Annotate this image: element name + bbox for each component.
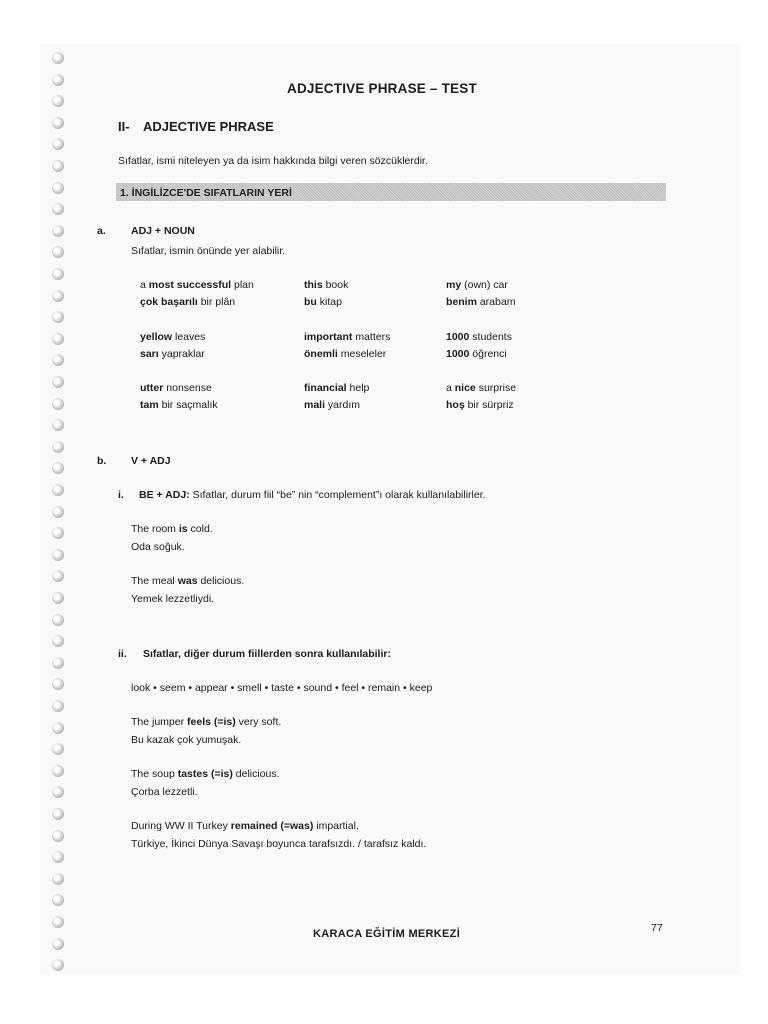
example-tr-post: meseleler <box>337 348 387 360</box>
sub-i-rest: Sıfatlar, durum fiil “be” nin “complement”ı olarak kullanılabilirler. <box>189 489 486 501</box>
binding-hole <box>52 592 64 604</box>
example-en-bold: financial <box>304 382 347 394</box>
item-a-heading: ADJ + NOUN <box>131 225 195 237</box>
example-en-post: (own) car <box>461 279 508 291</box>
footer-text: KARACA EĞİTİM MERKEZİ <box>313 928 461 940</box>
example-en <box>140 331 205 343</box>
binding-hole <box>52 743 64 755</box>
binding-hole <box>52 765 64 777</box>
binding-hole <box>52 635 64 647</box>
binding-hole <box>52 959 64 971</box>
example-tr <box>446 296 515 308</box>
sentence-en-pre: The soup <box>131 768 178 780</box>
example-en-bold: my <box>446 279 462 291</box>
example-tr <box>140 348 205 360</box>
sentence-en-post: very soft. <box>235 716 282 728</box>
sentence-en-pre: The room <box>131 523 179 535</box>
sentence-en <box>131 820 359 832</box>
binding-hole <box>52 916 64 928</box>
binding-hole <box>52 246 64 258</box>
example-tr-post: bir sürpriz <box>464 399 514 411</box>
sentence-en-post: delicious. <box>232 768 280 780</box>
example-tr <box>304 296 342 308</box>
example-en-pre: a <box>140 279 149 291</box>
sentence-tr: Yemek lezzetliydi. <box>131 593 215 605</box>
sentence-tr: Oda soğuk. <box>131 541 185 553</box>
sentence-en <box>131 523 213 535</box>
binding-hole <box>52 484 64 496</box>
example-en-bold: 1000 <box>446 331 470 343</box>
binding-hole <box>52 830 64 842</box>
binding-hole <box>52 549 64 561</box>
intro-text: Sıfatlar, ismi niteleyen ya da isim hakkında bilgi veren sözcüklerdir. <box>118 155 428 167</box>
example-tr-post: arabam <box>476 296 516 308</box>
example-en-bold: most successful <box>148 279 232 291</box>
binding-hole <box>52 160 64 172</box>
example-tr <box>446 399 514 411</box>
example-en <box>140 382 212 394</box>
example-en <box>304 331 390 343</box>
example-en-post: matters <box>352 331 391 343</box>
binding-hole <box>52 95 64 107</box>
sentence-en-bold: tastes (=is) <box>177 768 233 780</box>
page-number: 77 <box>651 922 663 934</box>
binding-hole <box>52 354 64 366</box>
sentence-en-post: impartial. <box>313 820 359 832</box>
example-en <box>446 331 512 343</box>
binding-hole <box>52 808 64 820</box>
binding-hole <box>52 700 64 712</box>
sentence-en-bold: feels (=is) <box>187 716 236 728</box>
example-tr-bold: 1000 <box>446 348 470 360</box>
sub-ii-marker: ii. <box>118 648 127 660</box>
example-en-post: surprise <box>475 382 517 394</box>
example-en-post: leaves <box>172 331 206 343</box>
example-en-bold: important <box>304 331 353 343</box>
sentence-en-post: delicious. <box>197 575 245 587</box>
binding-hole <box>52 938 64 950</box>
binding-hole <box>52 441 64 453</box>
sentence-en-pre: During WW II Turkey <box>131 820 231 832</box>
item-a-note: Sıfatlar, ismin önünde yer alabilir. <box>131 245 286 257</box>
binding-hole <box>52 398 64 410</box>
example-tr-post: yardım <box>325 399 361 411</box>
sentence-en-bold: remained (=was) <box>230 820 314 832</box>
example-tr <box>304 399 360 411</box>
sentence-en <box>131 716 281 728</box>
binding-hole <box>52 225 64 237</box>
section-band-label: 1. İNGİLİZCE'DE SIFATLARIN YERİ <box>120 187 292 199</box>
example-tr-post: yapraklar <box>158 348 205 360</box>
example-tr-bold: önemli <box>304 348 338 360</box>
sub-i-marker: i. <box>118 489 124 501</box>
example-en <box>446 279 508 291</box>
binding-hole <box>52 462 64 474</box>
example-en-post: help <box>346 382 370 394</box>
example-tr-bold: bu <box>304 296 317 308</box>
section-number: II- <box>118 119 130 134</box>
example-tr-post: kitap <box>316 296 342 308</box>
example-en-pre: a <box>446 382 455 394</box>
example-tr <box>304 348 386 360</box>
verb-list: look • seem • appear • smell • taste • sound • feel • remain • keep <box>131 682 433 694</box>
sentence-en-bold: was <box>177 575 198 587</box>
sentence-en <box>131 768 280 780</box>
binding-hole <box>52 311 64 323</box>
example-tr <box>140 399 218 411</box>
item-b-marker: b. <box>97 455 107 467</box>
example-en <box>140 279 254 291</box>
example-en-bold: this <box>304 279 323 291</box>
binding-hole <box>52 657 64 669</box>
sub-ii-heading: Sıfatlar, diğer durum fiillerden sonra kullanılabilir: <box>143 648 391 660</box>
example-tr <box>140 296 235 308</box>
binding-hole <box>52 419 64 431</box>
binding-hole <box>52 138 64 150</box>
binding-hole <box>52 851 64 863</box>
example-tr-bold: sarı <box>140 348 159 360</box>
binding-hole <box>52 74 64 86</box>
example-en-post: book <box>322 279 349 291</box>
example-tr-bold: hoş <box>446 399 465 411</box>
binding-hole <box>52 203 64 215</box>
binding-hole <box>52 182 64 194</box>
sentence-tr: Bu kazak çok yumuşak. <box>131 734 242 746</box>
example-en-post: students <box>469 331 512 343</box>
sentence-tr: Türkiye, İkinci Dünya Savaşı boyunca tarafsızdı. / tarafsız kaldı. <box>131 838 427 850</box>
binding-hole <box>52 376 64 388</box>
binding-hole <box>52 873 64 885</box>
sentence-en-pre: The jumper <box>131 716 188 728</box>
sentence-tr: Çorba lezzetli. <box>131 786 198 798</box>
sentence-en-pre: The meal <box>131 575 178 587</box>
binding-hole <box>52 678 64 690</box>
item-b-heading: V + ADJ <box>131 455 171 467</box>
example-en-bold: yellow <box>140 331 173 343</box>
example-tr-bold: tam <box>140 399 159 411</box>
binding-hole <box>52 268 64 280</box>
example-en <box>446 382 516 394</box>
page-title: ADJECTIVE PHRASE – TEST <box>287 81 477 96</box>
example-tr-bold: benim <box>446 296 477 308</box>
example-en-bold: nice <box>454 382 476 394</box>
binding-hole <box>52 506 64 518</box>
example-tr <box>446 348 507 360</box>
example-en-post: nonsense <box>163 382 212 394</box>
example-tr-bold: mali <box>304 399 326 411</box>
binding-hole <box>52 117 64 129</box>
example-en <box>304 382 369 394</box>
example-en-bold: utter <box>140 382 164 394</box>
binding-hole <box>52 894 64 906</box>
sub-i-text <box>139 489 486 501</box>
example-tr-post: bir plân <box>197 296 236 308</box>
example-tr-bold: çok başarılı <box>140 296 198 308</box>
item-a-marker: a. <box>97 225 106 237</box>
example-en-post: plan <box>231 279 254 291</box>
binding-hole <box>52 722 64 734</box>
binding-hole <box>52 614 64 626</box>
sentence-en <box>131 575 244 587</box>
binding-holes <box>52 44 74 974</box>
sentence-en-bold: is <box>178 523 188 535</box>
binding-hole <box>52 786 64 798</box>
binding-hole <box>52 52 64 64</box>
section-title: ADJECTIVE PHRASE <box>143 119 274 134</box>
binding-hole <box>52 290 64 302</box>
binding-hole <box>52 570 64 582</box>
example-tr-post: öğrenci <box>469 348 507 360</box>
sentence-en-post: cold. <box>187 523 213 535</box>
example-tr-post: bir saçmalık <box>158 399 218 411</box>
sub-i-bold: BE + ADJ: <box>139 489 190 501</box>
example-en <box>304 279 348 291</box>
binding-hole <box>52 527 64 539</box>
binding-hole <box>52 333 64 345</box>
